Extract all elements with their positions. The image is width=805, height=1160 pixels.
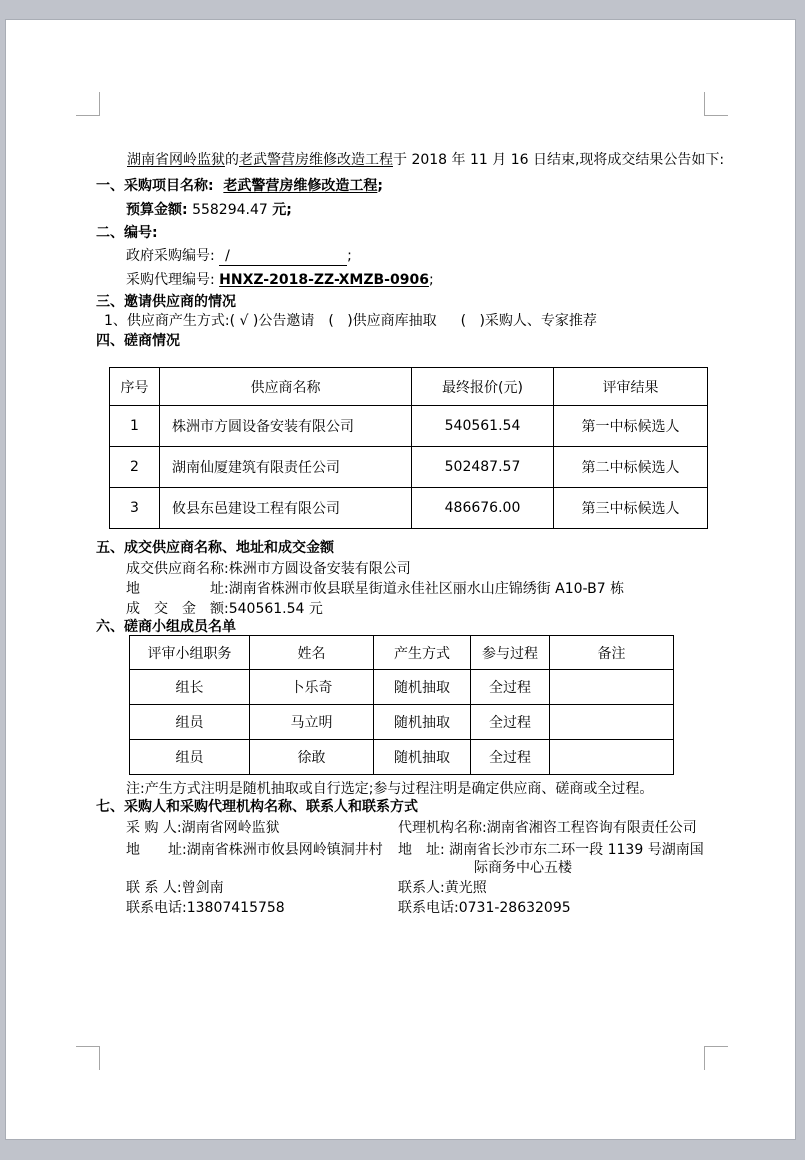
panel-members-table	[129, 635, 674, 775]
participation-cell: 全过程	[471, 740, 550, 775]
text-boundary-mark-top-left	[76, 92, 100, 116]
remarks-cell	[550, 670, 674, 705]
panel-table-header-row	[130, 636, 674, 670]
table-row	[130, 740, 674, 775]
table-row	[130, 670, 674, 705]
budget-label: 预算金额:	[126, 202, 188, 218]
participation-cell: 全过程	[471, 670, 550, 705]
table-row	[110, 488, 708, 529]
agency-number-label: 采购代理编号:	[126, 272, 215, 288]
col-header-final-price: 最终报价(元)	[412, 368, 554, 406]
participation-cell: 全过程	[471, 705, 550, 740]
option-public-invitation: ( √ )公告邀请	[229, 313, 315, 329]
price-cell: 540561.54	[412, 406, 554, 447]
col-header-remarks: 备注	[550, 636, 674, 670]
agency-number-line	[126, 271, 434, 289]
method-cell: 随机抽取	[374, 705, 471, 740]
section1-heading-line	[96, 177, 383, 195]
name-cell: 徐敢	[250, 740, 374, 775]
col-header-selection-method: 产生方式	[374, 636, 471, 670]
remarks-cell	[550, 705, 674, 740]
method-cell: 随机抽取	[374, 670, 471, 705]
table-row	[110, 447, 708, 488]
section1-project-name: 老武警营房维修改造工程	[223, 178, 378, 194]
gov-number-label: 政府采购编号:	[126, 248, 215, 264]
winning-supplier-line	[126, 560, 411, 578]
winning-amount-value: 540561.54 元	[228, 601, 323, 617]
intro-project-name: 老武警营房维修改造工程	[239, 152, 393, 168]
winning-supplier-value: 株洲市方圆设备安装有限公司	[228, 561, 411, 577]
method-cell: 随机抽取	[374, 740, 471, 775]
budget-line	[126, 201, 292, 219]
winning-address-line	[126, 580, 624, 598]
table-row	[110, 406, 708, 447]
agency-contact-line: 联系人:黄光照	[398, 880, 487, 896]
col-header-review-result: 评审结果	[554, 368, 708, 406]
remarks-cell	[550, 740, 674, 775]
section1-project-suffix: ;	[377, 178, 383, 194]
price-cell: 486676.00	[412, 488, 554, 529]
intro-rest: 于 2018 年 11 月 16 日结束,现将成交结果公告如下:	[393, 152, 725, 168]
quotation-table	[109, 367, 708, 529]
col-header-participation: 参与过程	[471, 636, 550, 670]
section1-heading: 一、采购项目名称:	[96, 178, 214, 194]
role-cell: 组长	[130, 670, 250, 705]
result-cell: 第二中标候选人	[554, 447, 708, 488]
table-row	[130, 705, 674, 740]
name-cell: 马立明	[250, 705, 374, 740]
buyer-address-line: 地 址:湖南省株洲市攸县网岭镇洞井村	[126, 842, 383, 858]
winning-supplier-label: 成交供应商名称:	[126, 561, 229, 577]
role-cell: 组员	[130, 740, 250, 775]
seq-cell: 3	[110, 488, 160, 529]
col-header-name: 姓名	[250, 636, 374, 670]
seq-cell: 1	[110, 406, 160, 447]
result-cell: 第三中标候选人	[554, 488, 708, 529]
seq-cell: 2	[110, 447, 160, 488]
budget-suffix: 元;	[272, 202, 292, 218]
winning-address-value: 湖南省株洲市攸县联星街道永佳社区丽水山庄锦绣街 A10-B7 栋	[228, 581, 625, 597]
winning-amount-label: 成 交 金 额:	[126, 601, 229, 617]
text-boundary-mark-top-right	[704, 92, 728, 116]
agency-number-suffix: ;	[428, 272, 434, 288]
text-boundary-mark-bottom-left	[76, 1046, 100, 1070]
section6-heading: 六、磋商小组成员名单	[96, 619, 236, 635]
section7-heading: 七、采购人和采购代理机构名称、联系人和联系方式	[96, 799, 418, 815]
result-cell: 第一中标候选人	[554, 406, 708, 447]
gov-number-blank: /	[219, 247, 347, 266]
winning-address-label: 地 址:	[126, 581, 229, 597]
intro-buyer-name: 湖南省网岭监狱	[127, 152, 225, 168]
role-cell: 组员	[130, 705, 250, 740]
gov-procurement-number-line	[126, 247, 352, 266]
supplier-method-line	[104, 312, 597, 330]
col-header-supplier: 供应商名称	[160, 368, 412, 406]
col-header-seq: 序号	[110, 368, 160, 406]
section5-heading: 五、成交供应商名称、地址和成交金额	[96, 540, 334, 556]
agency-number-code: HNXZ-2018-ZZ-XMZB-0906	[219, 272, 429, 288]
col-header-panel-role: 评审小组职务	[130, 636, 250, 670]
supplier-cell: 湖南仙厦建筑有限责任公司	[160, 447, 412, 488]
agency-address-line1: 地 址: 湖南省长沙市东二环一段 1139 号湖南国	[398, 842, 704, 858]
section3-heading: 三、邀请供应商的情况	[96, 294, 236, 310]
intro-connector: 的	[225, 152, 239, 168]
panel-table-note: 注:产生方式注明是随机抽取或自行选定;参与过程注明是确定供应商、磋商或全过程。	[126, 781, 654, 797]
winning-amount-line	[126, 600, 323, 618]
buyer-phone-line: 联系电话:13807415758	[126, 900, 285, 916]
supplier-cell: 株洲市方圆设备安装有限公司	[160, 406, 412, 447]
quotation-table-header-row	[110, 368, 708, 406]
budget-value: 558294.47	[192, 202, 268, 218]
option-supplier-pool: ( )供应商库抽取	[328, 313, 437, 329]
buyer-name-line: 采 购 人:湖南省网岭监狱	[126, 820, 280, 836]
buyer-contact-line: 联 系 人:曾剑南	[126, 880, 224, 896]
gov-number-suffix: ;	[347, 248, 352, 264]
supplier-cell: 攸县东邑建设工程有限公司	[160, 488, 412, 529]
intro-paragraph	[127, 151, 724, 169]
section2-heading: 二、编号:	[96, 225, 158, 241]
option-expert-recommend: ( )采购人、专家推荐	[460, 313, 597, 329]
text-boundary-mark-bottom-right	[704, 1046, 728, 1070]
section4-heading: 四、磋商情况	[96, 333, 180, 349]
agency-address-line2: 际商务中心五楼	[474, 860, 572, 876]
agency-phone-line: 联系电话:0731-28632095	[398, 900, 571, 916]
supplier-method-label: 1、供应商产生方式:	[104, 313, 230, 329]
agency-name-line: 代理机构名称:湖南省湘咨工程咨询有限责任公司	[398, 820, 697, 836]
name-cell: 卜乐奇	[250, 670, 374, 705]
document-page	[5, 19, 796, 1140]
price-cell: 502487.57	[412, 447, 554, 488]
